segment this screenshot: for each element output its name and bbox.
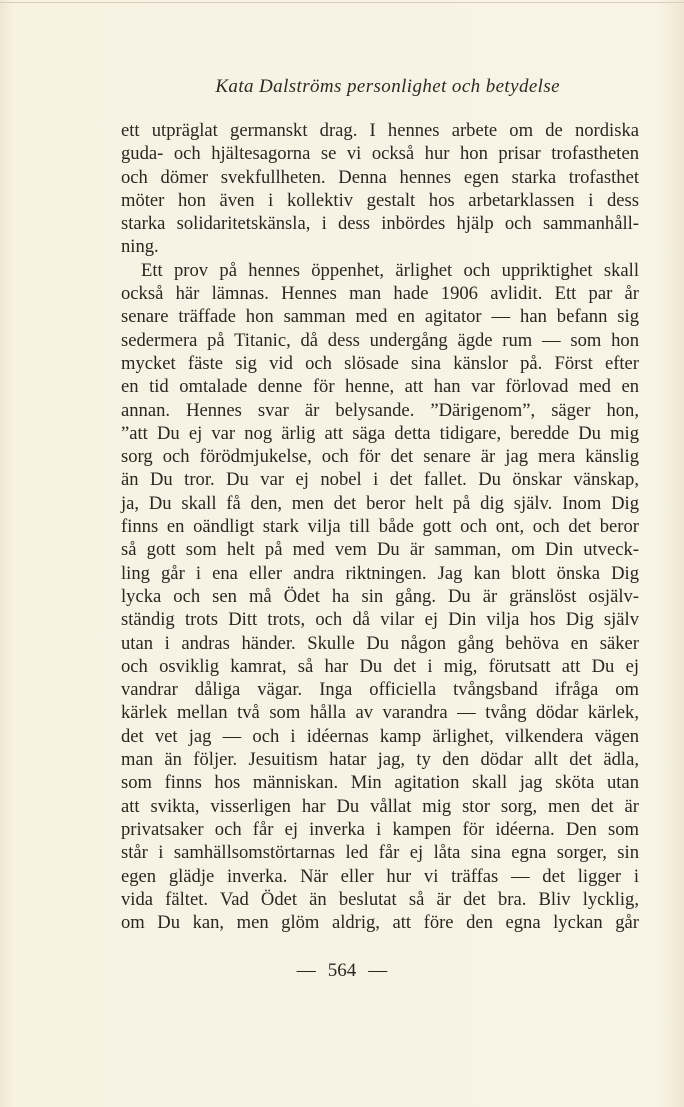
text-line: det vet jag — och i idéernas kamp ärlighet, vilkendera vägen	[121, 725, 639, 747]
text-line: kärlek mellan två som hålla av varandra — tvång dödar kärlek,	[121, 702, 639, 724]
text-line: utan i andras händer. Skulle Du någon gång behöva en säker	[121, 632, 639, 654]
text-line: än Du tror. Du var ej nobel i det fallet. Du önskar vänskap,	[121, 469, 639, 491]
text-line: står i samhällsomstörtarnas led får ej låta sina egna sorger, sin	[121, 842, 639, 864]
text-line: starka solidaritetskänsla, i dess inbördes hjälp och sammanhåll-	[121, 213, 639, 235]
text-line: man än följer. Jesuitism hatar jag, ty den dödar allt det ädla,	[121, 749, 639, 771]
text-line: ständig trots Ditt trots, och då vilar ej Din vilja hos Dig själv	[121, 609, 639, 631]
text-line: att svikta, visserligen har Du vållat mig stor sorg, men det är	[121, 795, 639, 817]
page-top-edge	[0, 2, 684, 3]
text-line: lycka och sen må Ödet ha sin gång. Du är gränslöst osjälv-	[121, 585, 639, 607]
text-line: också här lämnas. Hennes man hade 1906 avlidit. Ett par år	[121, 283, 639, 305]
text-line: vida fältet. Vad Ödet än beslutat så är det bra. Bliv lycklig,	[121, 888, 639, 910]
text-line: ling går i ena eller andra riktningen. Jag kan blott önska Dig	[121, 562, 639, 584]
text-line: privatsaker och får ej inverka i kampen för idéerna. Den som	[121, 818, 639, 840]
text-line: möter hon även i kollektiv gestalt hos arbetarklassen i dess	[121, 189, 639, 211]
text-line: en tid omtalade denne för henne, att han var förlovad med en	[121, 376, 639, 398]
text-line: Ett prov på hennes öppenhet, ärlighet och uppriktighet skall	[141, 259, 639, 281]
running-head: Kata Dalströms personlighet och betydelse	[215, 76, 560, 97]
folio-dash-right: —	[368, 960, 388, 981]
text-line: vandrar dåliga vägar. Inga officiella tvångsband ifråga om	[121, 679, 639, 701]
page-number	[0, 960, 684, 982]
text-line: ning.	[121, 236, 159, 258]
text-line: annan. Hennes svar är belysande. ”Därigenom”, säger hon,	[121, 399, 639, 421]
text-line: och dömer svekfullheten. Denna hennes egen starka trofasthet	[121, 166, 639, 188]
text-line: och osviklig kamrat, så har Du det i mig, förutsatt att Du ej	[121, 655, 639, 677]
text-line: om Du kan, men glöm aldrig, att före den egna lyckan går	[121, 912, 639, 934]
page-number-value: 564	[327, 960, 357, 981]
text-line: guda- och hjältesagorna se vi också hur hon prisar trofastheten	[121, 143, 639, 165]
text-line: ett utpräglat germanskt drag. I hennes arbete om de nordiska	[121, 120, 639, 141]
text-line: finns en oändligt stark vilja till både gott och ont, och det beror	[121, 516, 639, 538]
text-line: sedermera på Titanic, då dess undergång ägde rum — som hon	[121, 329, 639, 351]
text-line: så gott som helt på med vem Du är samman, om Din utveck-	[121, 539, 639, 561]
text-line: senare träffade hon samman med en agitator — han befann sig	[121, 306, 639, 328]
text-line: som finns hos människan. Min agitation skall jag sköta utan	[121, 772, 639, 794]
text-line: ja, Du skall få den, men det beror helt på dig själv. Inom Dig	[121, 492, 639, 514]
text-line: egen glädje inverka. När eller hur vi träffas — det ligger i	[121, 865, 639, 887]
text-line: ”att Du ej var nog ärlig att säga detta tidigare, beredde Du mig	[121, 422, 639, 444]
text-line: mycket fäste sig vid och slösade sina känslor på. Först efter	[121, 352, 639, 374]
folio-dash-left: —	[296, 960, 316, 981]
body-text	[121, 119, 639, 934]
text-line: sorg och förödmjukelse, och för det senare är jag mera känslig	[121, 446, 639, 468]
